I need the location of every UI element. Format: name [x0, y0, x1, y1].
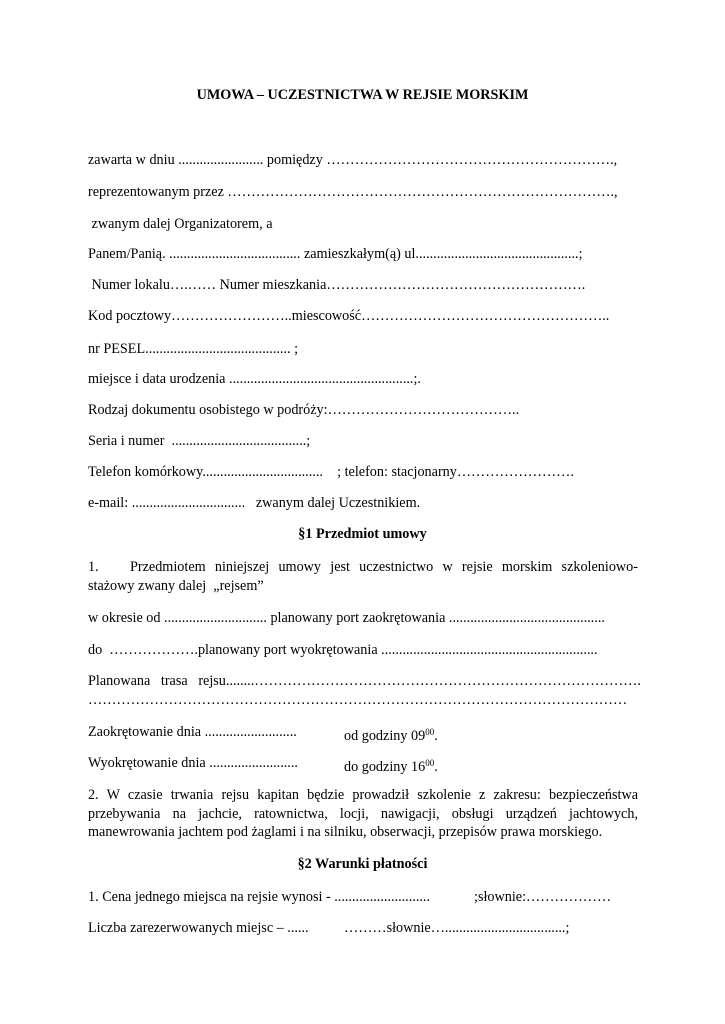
- section1-heading: §1 Przedmiot umowy: [298, 526, 427, 542]
- route-line-2: ……………………………………………………………………………………………………: [88, 692, 628, 708]
- embark-date-label: Zaokrętowanie dnia ..........................: [88, 724, 297, 740]
- seats-label: Liczba zarezerwowanych miejsc – ......: [88, 920, 309, 936]
- section1-p1-line2: stażowy zwany dalej „rejsem”: [88, 578, 264, 594]
- participant-name-line: Panem/Panią. ..................................... zamieszkałym(ą) ul..............................................;: [88, 246, 583, 262]
- section1-p2: 2. W czasie trwania rejsu kapitan będzie prowadził szkolenie z zakresu: bezpieczeństwa przebywania na jachcie, ratownictwa, locji, nawigacji, obsługi urządzeń jachtowych, manewrowania jachtem pod żaglami i na silniku, obserwacji, przepisów prawa morskiego.: [88, 787, 638, 841]
- representative-line: reprezentowanym przez ……………………………………………………………………….,: [88, 184, 618, 200]
- seats-words: ………słownie…..................................;: [344, 920, 570, 936]
- disembark-date-label: Wyokrętowanie dnia .........................: [88, 755, 298, 771]
- embark-time-prefix: od godziny 09: [344, 728, 426, 744]
- birth-line: miejsce i data urodzenia ....................................................;.: [88, 371, 421, 387]
- disembark-time-suffix: .: [434, 759, 438, 775]
- embark-time-suffix: .: [434, 728, 438, 744]
- email-line: e-mail: ................................ zwanym dalej Uczestnikiem.: [88, 495, 421, 511]
- section2-heading: §2 Warunki płatności: [297, 856, 428, 872]
- disembark-time-minutes: 00: [425, 758, 435, 768]
- series-number-line: Seria i numer ......................................;: [88, 433, 311, 449]
- section1-p1-number: 1.: [88, 559, 99, 575]
- price-label: 1. Cena jednego miejsca na rejsie wynosi - ...........................: [88, 889, 431, 905]
- document-title: UMOWA – UCZESTNICTWA W REJSIE MORSKIM: [196, 87, 529, 103]
- address-number-line: Numer lokalu….…… Numer mieszkania……………………………………………….: [88, 277, 586, 293]
- price-words: ;słownie:………………: [474, 889, 612, 905]
- disembark-time: [344, 754, 438, 776]
- disembark-time-prefix: do godziny 16: [344, 759, 426, 775]
- until-line: do ……………….planowany port wyokrętowania .............................................................: [88, 642, 598, 658]
- organizer-line: zwanym dalej Organizatorem, a: [88, 216, 273, 232]
- embark-time-minutes: 00: [425, 727, 435, 737]
- contract-date-line: zawarta w dniu ........................ pomiędzy …………………………………………………….,: [88, 152, 618, 168]
- document-type-line: Rodzaj dokumentu osobistego w podróży:…………………………………..: [88, 402, 520, 418]
- route-line-1: Planowana trasa rejsu........……………………………………………………………………….: [88, 673, 641, 689]
- pesel-line: nr PESEL......................................... ;: [88, 341, 299, 357]
- embark-time: [344, 723, 438, 745]
- phone-line: Telefon komórkowy.................................. ; telefon: stacjonarny…………………….: [88, 464, 574, 480]
- section1-p1-line1: Przedmiotem niniejszej umowy jest uczestnictwo w rejsie morskim szkoleniowo-: [130, 559, 638, 575]
- postal-code-line: Kod pocztowy……………………..miescowość……………………………………………..: [88, 308, 610, 324]
- period-line: w okresie od ............................. planowany port zaokrętowania ............................................: [88, 610, 605, 626]
